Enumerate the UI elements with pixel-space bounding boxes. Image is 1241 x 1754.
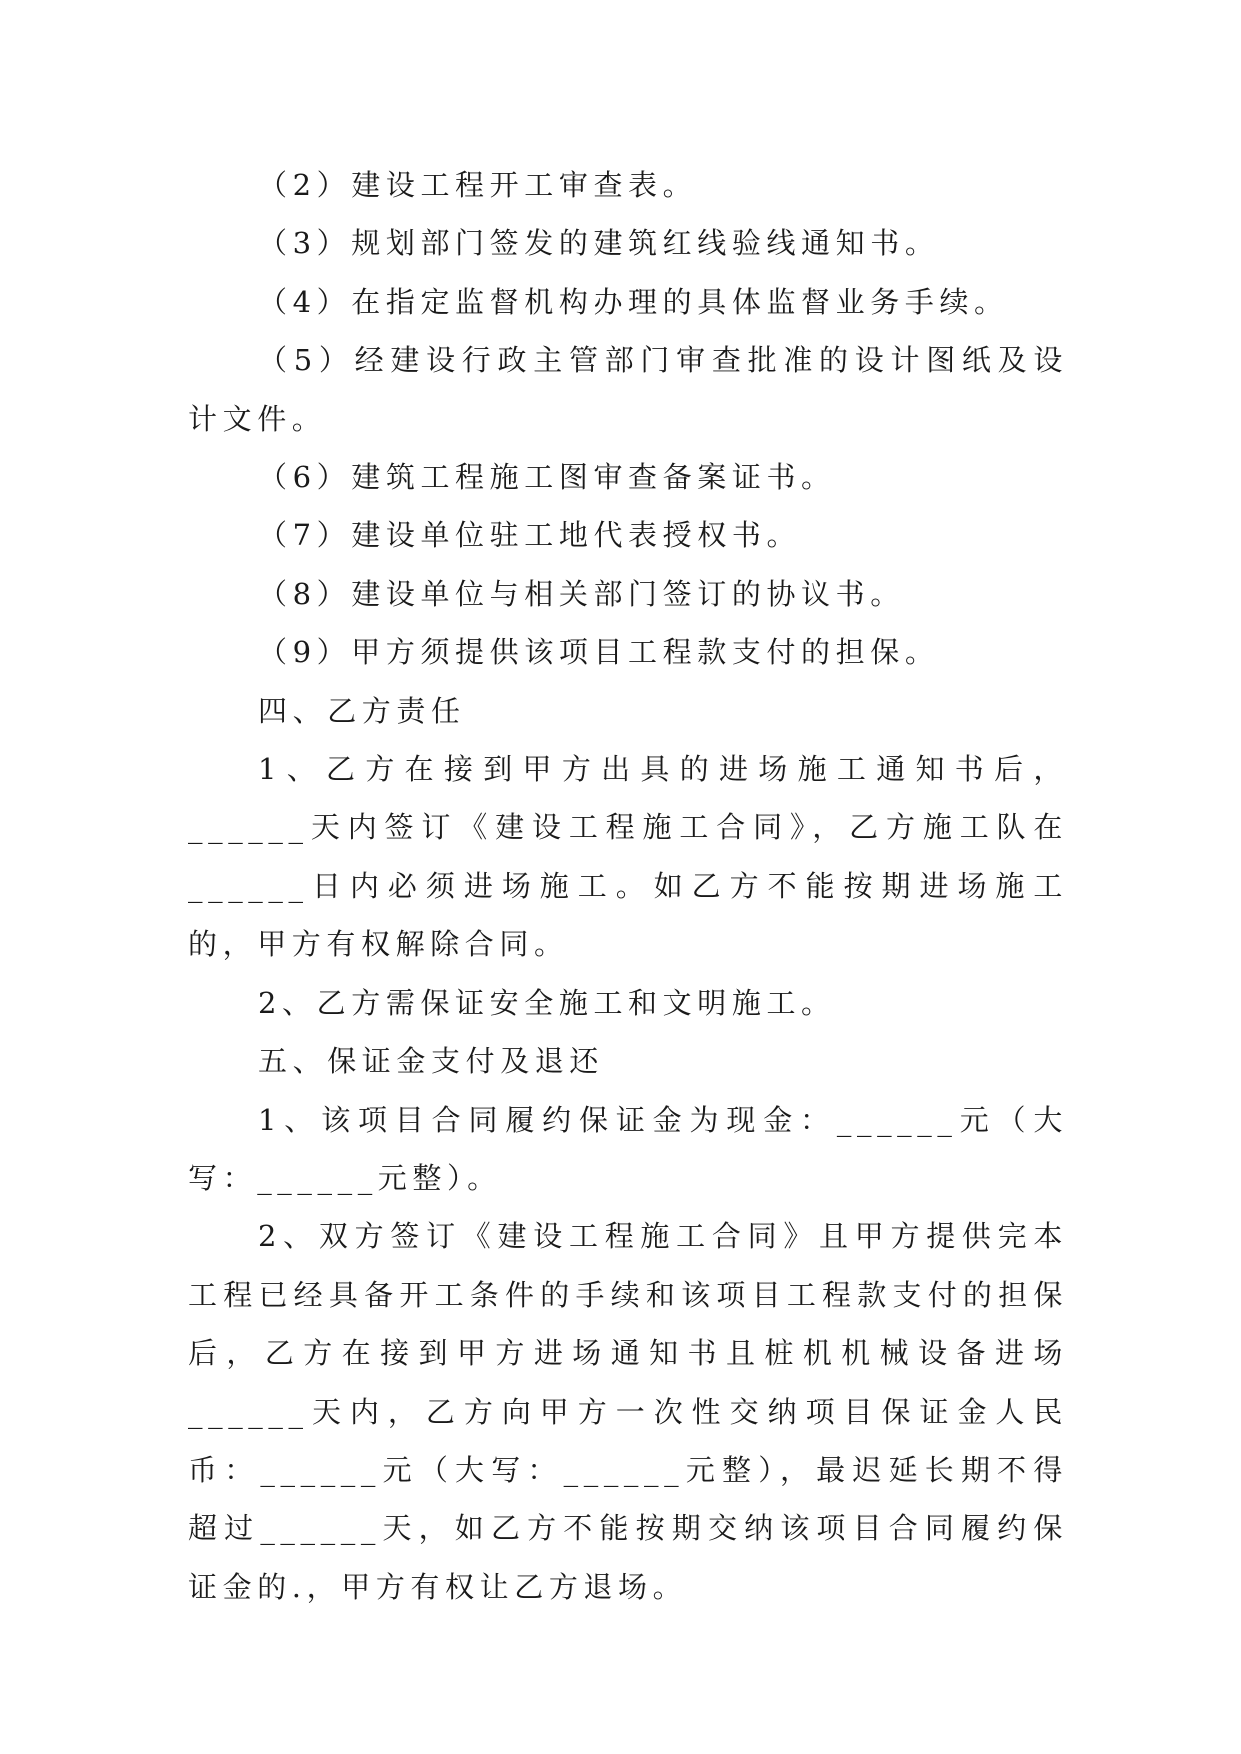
paragraph-item-5: （5）经建设行政主管部门审查批准的设计图纸及设计文件。: [188, 343, 1068, 436]
clause-party-b-entry: 1、乙方在接到甲方出具的进场施工通知书后，______天内签订《建设工程施工合同》，乙方施工队在______日内必须进场施工。如乙方不能按期进场施工的，甲方有权解除合同。: [188, 752, 1068, 962]
paragraph-item-2: （2）建设工程开工审查表。: [258, 168, 698, 202]
section-heading-party-b-responsibility: 四、乙方责任: [258, 693, 466, 728]
clause-party-b-safety: 2、乙方需保证安全施工和文明施工。: [258, 985, 836, 1020]
paragraph-item-3: （3）规划部门签发的建筑红线验线通知书。: [258, 226, 940, 261]
document-body: [188, 156, 1068, 1616]
clause-deposit-amount: 1、该项目合同履约保证金为现金：______元（大写：______元整）。: [188, 1102, 1068, 1195]
clause-deposit-payment: 2、双方签订《建设工程施工合同》且甲方提供完本工程已经具备开工条件的手续和该项目工程款支付的担保后，乙方在接到甲方进场通知书且桩机机械设备进场______天内，乙方向甲方一次性交纳项目保证金人民币：______元（大写：______元整），最迟延长期不得超过______天，如乙方不能按期交纳该项目合同履约保证金的.，甲方有权让乙方退场。: [188, 1219, 1068, 1604]
paragraph-item-6: （6）建筑工程施工图审查备案证书。: [258, 460, 836, 495]
paragraph-item-8: （8）建设单位与相关部门签订的协议书。: [258, 576, 905, 611]
paragraph-item-7: （7）建设单位驻工地代表授权书。: [258, 518, 802, 553]
section-heading-deposit: 五、保证金支付及退还: [258, 1044, 605, 1079]
paragraph-item-9: （9）甲方须提供该项目工程款支付的担保。: [258, 635, 940, 670]
paragraph-item-4: （4）在指定监督机构办理的具体监督业务手续。: [258, 284, 1009, 319]
